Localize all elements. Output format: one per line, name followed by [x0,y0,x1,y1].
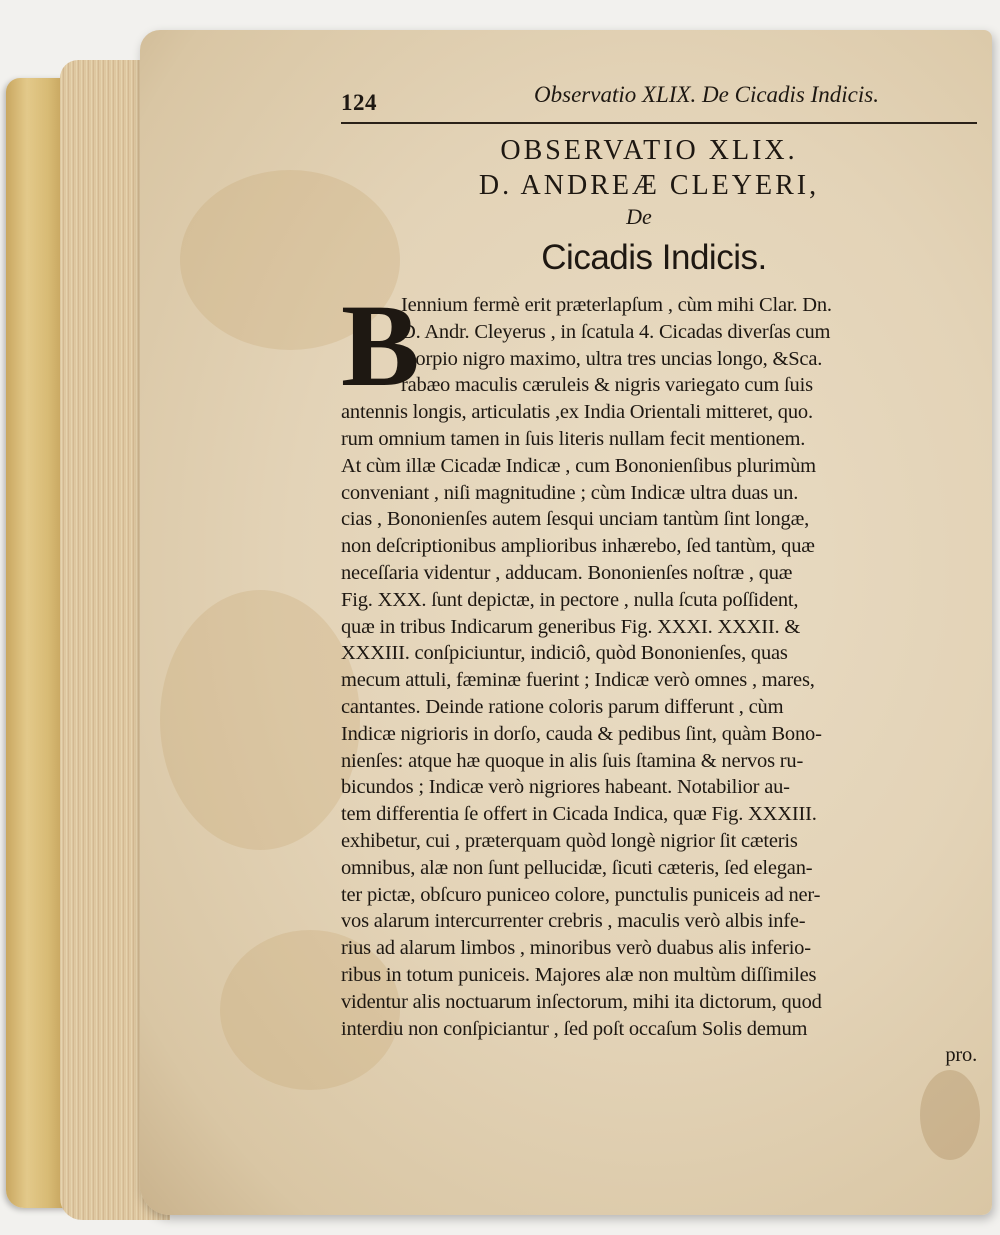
text-line: Fig. XXX. ſunt depictæ, in pectore , nulla ſcuta poſſident, [341,588,799,611]
text-line: tem differentia ſe offert in Cicada Indica, quæ Fig. XXXIII. [341,803,817,826]
text-line: videntur alis noctuarum inſectorum, mihi ita dictorum, quod [341,990,822,1013]
catchword: pro. [945,1044,977,1067]
text-line: ſcorpio nigro maximo, ultra tres uncias longo, &Sca. [401,347,823,370]
page-content [341,78,977,1069]
running-title: Observatio XLIX. De Cicadis Indicis. [534,82,879,107]
text-line: rius ad alarum limbos , minoribus verò duabus alis inferio- [341,937,811,960]
text-line: mecum attuli, fæminæ fuerint ; Indicæ verò omnes , mares, [341,669,815,692]
article-title: Cicadis Indicis. [541,238,767,277]
text-line: conveniant , niſi magnitudine ; cùm Indicæ ultra duas un. [341,481,799,504]
drop-cap: B [341,280,420,411]
text-line: interdiu non conſpiciantur , ſed poſt occaſum Solis demum [341,1017,808,1040]
page-number: 124 [341,90,377,115]
text-line: bicundos ; Indicæ verò nigriores habeant. Notabilior au- [341,776,790,799]
text-line: non deſcriptionibus amplioribus inhærebo, ſed tantùm, quæ [341,535,815,558]
text-line: Iennium fermè erit præterlapſum , cùm mihi Clar. Dn. [401,294,832,316]
body-text [341,280,977,1069]
text-line: cantantes. Deinde ratione coloris parum differunt , cùm [341,695,784,718]
author-heading: D. ANDREÆ CLEYERI, [478,170,820,201]
text-line: Indicæ nigrioris in dorſo, cauda & pedibus ſint, quàm Bono- [341,722,822,745]
text-line: rum omnium tamen in ſuis literis nullam fecit mentionem. [341,427,806,450]
text-line: exhibetur, cui , præterquam quòd longè nigrior ſit cæteris [341,829,798,852]
text-line: omnibus, alæ non ſunt pellucidæ, ſicuti cæteris, ſed elegan- [341,856,813,879]
text-line: antennis longis, articulatis ,ex India Orientali mitteret, quo. [341,401,813,424]
preposition-heading: De [626,204,652,229]
observation-heading: OBSERVATIO XLIX. [500,135,798,166]
text-line: XXXIII. conſpiciuntur, indiciô, quòd Bononienſes, quas [341,642,788,665]
text-line: rabæo maculis cæruleis & nigris variegato cum ſuis [401,374,813,397]
text-line: nienſes: atque hæ quoque in alis ſuis ſtamina & nervos ru- [341,749,804,772]
text-line: quæ in tribus Indicarum generibus Fig. XXXI. XXXII. & [341,615,801,638]
text-line: vos alarum intercurrenter crebris , maculis verò albis infe- [341,910,806,933]
text-line: ribus in totum puniceis. Majores alæ non multùm diſſimiles [341,963,817,986]
running-head [341,78,977,124]
text-line: ter pictæ, obſcuro puniceo colore, punctulis puniceis ad ner- [341,883,821,906]
text-line: neceſſaria videntur , adducam. Bononienſes noſtræ , quæ [341,561,793,584]
text-line: cias , Bononienſes autem ſesqui unciam tantùm ſint longæ, [341,508,809,531]
text-line: D. Andr. Cleyerus , in ſcatula 4. Cicadas diverſas cum [401,320,831,343]
text-line: At cùm illæ Cicadæ Indicæ , cum Bononienſibus plurimùm [341,454,816,477]
